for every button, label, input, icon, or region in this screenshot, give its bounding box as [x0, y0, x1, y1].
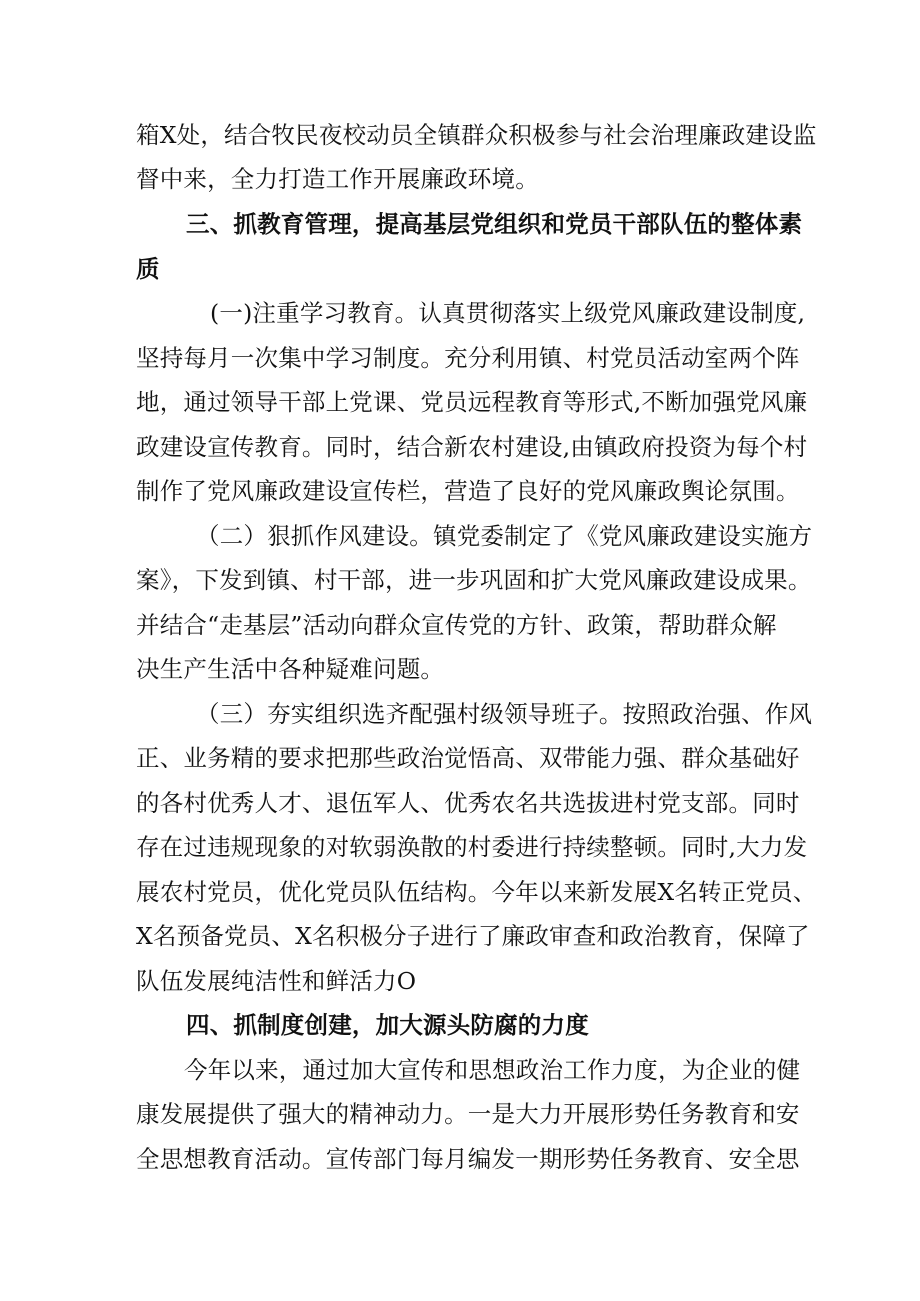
paragraph-line: 队伍发展纯洁性和鲜活力O — [136, 967, 417, 995]
paragraph-line: 的各村优秀人才、退伍军人、优秀农名共选拔进村党支部。同时 — [136, 789, 800, 817]
paragraph-line: 督中来，全力打造工作开展廉政环境。 — [136, 165, 539, 193]
paragraph-line: 箱X处，结合牧民夜校动员全镇群众积极参与社会治理廉政建设监 — [136, 121, 817, 149]
paragraph-line: 存在过违规现象的对软弱涣散的村委进行持续整顿。同时,大力发 — [136, 833, 808, 861]
paragraph-line: 全思想教育活动。宣传部门每月编发一期形势任务教育、安全思 — [136, 1145, 800, 1173]
paragraph-line: (一)注重学习教育。认真贯彻落实上级党风廉政建设制度, — [210, 299, 806, 327]
paragraph-line: 康发展提供了强大的精神动力。一是大力开展形势任务教育和安 — [136, 1100, 800, 1128]
section-heading: 质 — [136, 255, 160, 283]
paragraph-line: 展农村党员，优化党员队伍结构。今年以来新发展X名转正党员、 — [136, 878, 817, 906]
section-heading: 三、抓教育管理，提高基层党组织和党员干部队伍的整体素 — [186, 210, 803, 238]
paragraph-line: X名预备党员、X名积极分子进行了廉政审查和政治教育，保障了 — [136, 922, 810, 950]
paragraph-line: 政建设宣传教育。同时，结合新农村建设,由镇政府投资为每个村 — [136, 433, 808, 461]
paragraph-line: 今年以来，通过加大宣传和思想政治工作力度，为企业的健 — [184, 1056, 801, 1084]
paragraph-line: 地，通过领导干部上党课、党员远程教育等形式,不断加强党风廉 — [136, 388, 808, 416]
paragraph-line: 案》，下发到镇、村干部，进一步巩固和扩大党风廉政建设成果。 — [136, 566, 812, 594]
paragraph-line: （三）夯实组织选齐配强村级领导班子。按照政治强、作风 — [196, 700, 813, 728]
paragraph-line: 坚持每月一次集中学习制度。充分利用镇、村党员活动室两个阵 — [136, 344, 800, 372]
paragraph-line: 并结合“走基层”活动向群众宣传党的方针、政策，帮助群众解 — [136, 611, 777, 639]
paragraph-line: 决生产生活中各种疑难问题。 — [136, 655, 445, 683]
paragraph-line: 正、业务精的要求把那些政治觉悟高、双带能力强、群众基础好 — [136, 744, 800, 772]
section-heading: 四、抓制度创建，加大源头防腐的力度 — [186, 1011, 589, 1039]
paragraph-line: （二）狠抓作风建设。镇党委制定了《党风廉政建设实施方 — [196, 522, 813, 550]
paragraph-line: 制作了党风廉政建设宣传栏，营造了良好的党风廉政舆论氛围。 — [136, 477, 800, 505]
